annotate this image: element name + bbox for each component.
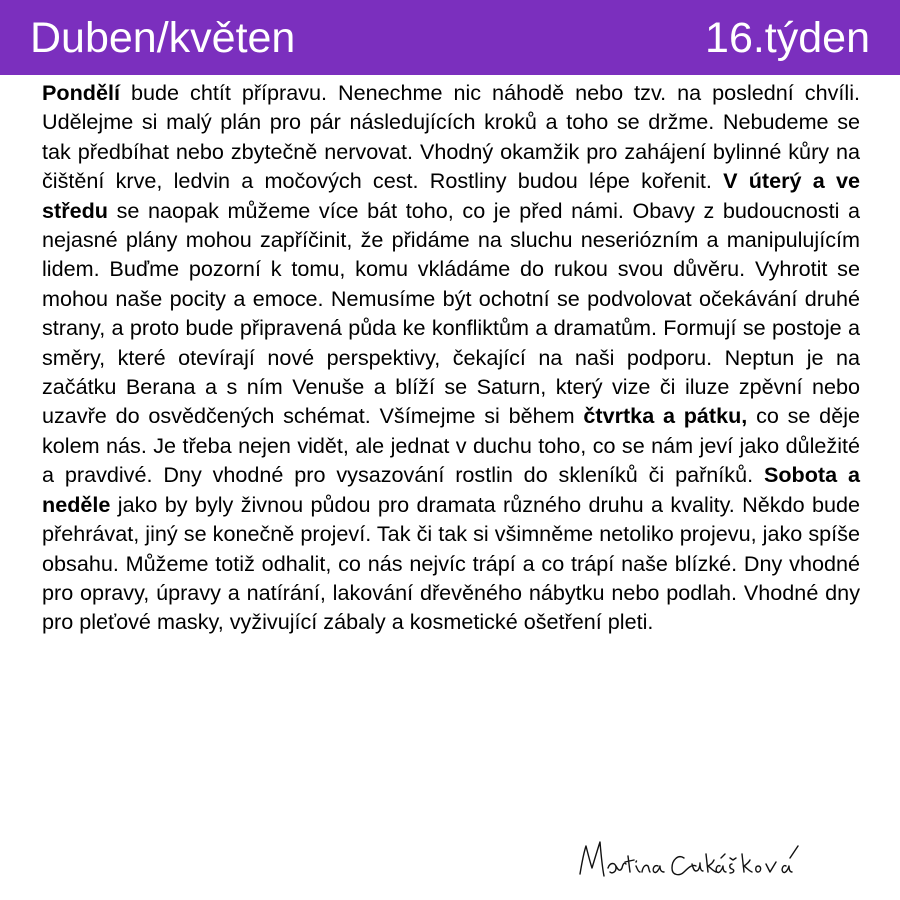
article-text-tuesday-wednesday: se naopak můžeme více bát toho, co je před námi. Obavy z budoucnosti a nejasné plány mohou zapříčinit, že přidáme na sluchu neseriózním a manipulujícím lidem. Buďme pozorní k tomu, komu vkládáme do rukou svou důvěru. Vyhrotit se mohou naše pocity a emoce. Nemusíme být ochotní se podvolovat očekávání druhé strany, a proto bude připravená půda ke konfliktům a dramatům. Formují se postoje a směry, které otevírají nové perspektivy, čekající na naši podporu. Neptun je na začátku Berana a s ním Venuše a blíží se Saturn, který vize či iluze zpěvní nebo uzavře do osvědčených schémat. Všímejme si během <box>42 197 860 429</box>
article-text-thursday-friday: co se děje kolem nás. Je třeba nejen vidět, ale jednat v duchu toho, co se nám jeví jako důležité a pravdivé. Dny vhodné pro vysazování rostlin do skleníků či pařníků. <box>42 403 861 488</box>
day-heading-thursday-friday: čtvrtka a pátku, <box>583 403 748 429</box>
horoscope-article <box>42 78 860 637</box>
day-heading-monday: Pondělí <box>42 80 120 105</box>
signature-icon <box>572 828 872 888</box>
article-text-weekend: jako by byly živnou půdou pro dramata různého druhu a kvality. Někdo bude přehrávat, jiný se konečně projeví. Tak či tak si všimněme netoliko projevu, jako spíše obsahu. Můžeme totiž odhalit, co nás nejvíc trápí a co trápí naše blízké. Dny vhodné pro opravy, úpravy a natírání, lakování dřevěného nábytku nebo podlah. Vhodné dny pro pleťové masky, vyživující zábaly a kosmetické ošetření pleti. <box>42 491 860 635</box>
article-text-monday: bude chtít přípravu. Nenechme nic náhodě nebo tzv. na poslední chvíli. Udělejme si malý plán pro pár následujících kroků a toho se držme. Nebudeme se tak předbíhat nebo zbytečně nervovat. Vhodný okamžik pro zahájení bylinné kůry na čištění krve, ledvin a močových cest. Rostliny budou lépe kořenit. <box>42 80 860 194</box>
day-heading-weekend: Sobota a neděle <box>42 462 860 517</box>
header-bar <box>0 0 900 75</box>
header-month-title: Duben/květen <box>30 14 296 62</box>
day-heading-tuesday-wednesday: V úterý a ve středu <box>42 168 860 223</box>
header-week-title: 16.týden <box>705 14 870 62</box>
